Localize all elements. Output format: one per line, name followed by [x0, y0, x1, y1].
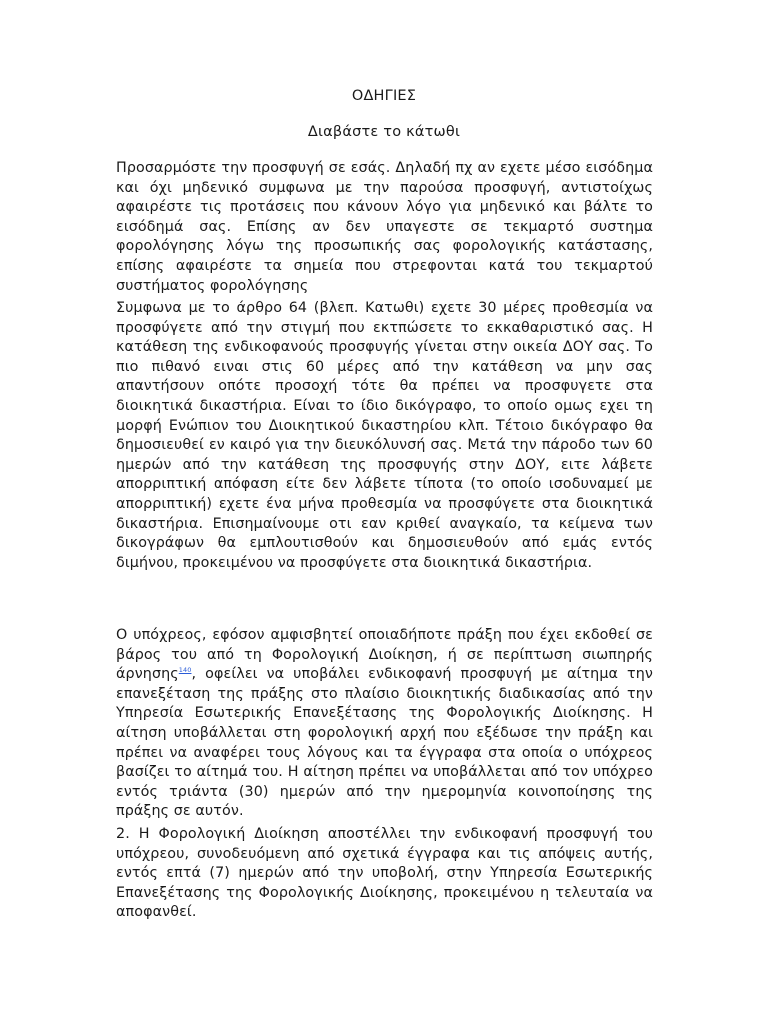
paragraph-instructions: Προσαρμόστε την προσφυγή σε εσάς. Δηλαδή πχ αν εχετε μέσο εισόδημα και όχι μηδενικό συμφωνα με την παρούσα προσφυγή, αντιστοίχως αφαιρέστε τις προτάσεις που κάνουν λόγο για μηδενικό και βάλτε το εισόδημά σας. Επίσης αν δεν υπαγεστε σε τεκμαρτό συστημα φορολόγησης λόγω της προσωπικής σας φορολογικής κατάστασης, επίσης αφαιρέστε τα σημεία που στρεφονται κατά του τεκμαρτού συστήματος φορολόγησης: [116, 160, 653, 294]
paragraph-law-text-before: Ο υπόχρεος, εφόσον αμφισβητεί οποιαδήποτε πράξη που έχει εκδοθεί σε βάρος του από τη Φορολογική Διοίκηση, ή σε περίπτωση σιωπηρής άρνησης: [116, 627, 653, 683]
paragraph-deadline: Συμφωνα με το άρθρο 64 (βλεπ. Κατωθι) εχετε 30 μέρες προθεσμία να προσφύγετε από την στιγμή που εκτπώσετε το εκκαθαριστικό σας. Η κατάθεση της ενδικοφανούς προσφυγής γίνεται στην οικεία ΔΟΥ σας. Το πιο πιθανό ειναι στις 60 μέρες από την κατάθεση να μην σας απαντήσουν οπότε προσοχή τότε θα πρέπει να προσφυγετε στα διοικητικά δικαστήρια. Είναι το ίδιο δικόγραφο, το οποίο ομως εχει τη μορφή Ενώπιον του Διοικητικού δικαστηρίου κλπ. Τέτοιο δικόγραφο θα δημοσιευθεί εν καιρό για την διευκόλυνσή σας. Μετά την πάροδο των 60 ημερών από την κατάθεση της προσφυγής στην ΔΟΥ, ειτε λάβετε απορριπτική απόφαση είτε δεν λάβετε τίποτα (το οποίο ισοδυναμεί με απορριπτική) εχετε ένα μήνα προθεσμία να προσφύγετε στα διοικητικά δικαστήρια. Επισημαίνουμε οτι εαν κριθεί αναγκαίο, τα κείμενα των δικογράφων θα εμπλουτισθούν και δημοσιευθούν από εμάς εντός διμήνου, προκειμένου να προσφύγετε στα διοικητικά δικαστήρια.: [116, 300, 653, 571]
paragraph-law-text-after: , οφείλει να υποβάλει ενδικοφανή προσφυγή με αίτημα την επανεξέταση της πράξης στο πλαίσιο διοικητικής διαδικασίας από την Υπηρεσία Εσωτερικής Επανεξέτασης της Φορολογικής Διοίκησης. Η αίτηση υποβάλλεται στη φορολογική αρχή που εξέδωσε την πράξη και πρέπει να αναφέρει τους λόγους και τα έγγραφα στα οποία ο υπόχρεος βασίζει το αίτημά του. Η αίτηση πρέπει να υποβάλλεται από τον υπόχρεο εντός τριάντα (30) ημερών από την ημερομηνία κοινοποίησης της πράξης σε αυτόν.: [116, 666, 653, 820]
document-title: ΟΔΗΓΙΕΣ: [351, 88, 417, 104]
document-subtitle: Διαβάστε το κάτωθι: [307, 124, 461, 140]
paragraph-law-article-2: 2. Η Φορολογική Διοίκηση αποστέλλει την ενδικοφανή προσφυγή του υπόχρεου, συνοδευόμενη από σχετικά έγγραφα και τις απόψεις αυτής, εντός επτά (7) ημερών από την υποβολή, στην Υπηρεσία Εσωτερικής Επανεξέτασης της Φορολογικής Διοίκησης, προκειμένου η τελευταία να αποφανθεί.: [116, 826, 653, 921]
paragraph-law-article-1: [116, 626, 653, 822]
footnote-link[interactable]: 140: [178, 666, 192, 675]
